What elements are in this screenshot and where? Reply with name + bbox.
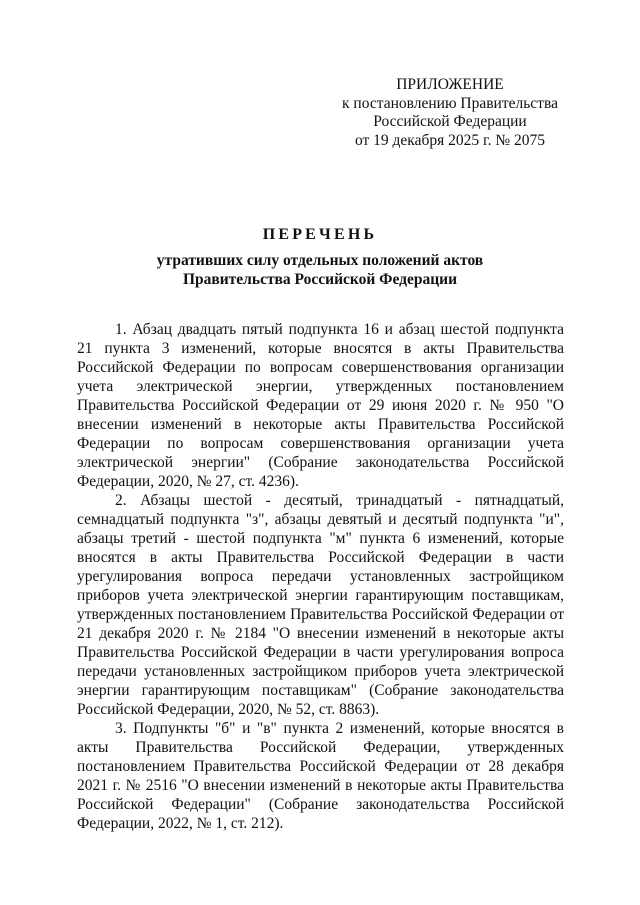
appendix-date-number: от 19 декабря 2025 г. № 2075 (354, 131, 546, 149)
appendix-country: Российской Федерации (373, 113, 527, 130)
appendix-header (330, 76, 570, 150)
document-subtitle (0, 251, 640, 289)
paragraph-2: 2. Абзацы шестой - десятый, тринадцатый - пятнадцатый, семнадцатый подпункта "з", абзацы девятый и десятый подпункта "и", абзацы третий - шестой подпункта "м" пункта 6 изменений, которые вносятся в акты Правительства Российской Федерации в части урегулирования вопроса передачи установленных застройщиком приборов учета электрической энергии гарантирующим поставщикам, утвержденных постановлением Правительства Российской Федерации от 21 декабря 2020 г. № 2184 "О внесении изменений в некоторые акты Правительства Российской Федерации в части урегулирования вопроса передачи установленных застройщиком приборов учета электрической энергии гарантирующим поставщикам" (Собрание законодательства Российской Федерации, 2020, № 52, ст. 8863). (77, 492, 564, 718)
paragraph-3: 3. Подпункты "б" и "в" пункта 2 изменений, которые вносятся в акты Правительства Российской Федерации, утвержденных постановлением Правительства Российской Федерации от 28 декабря 2021 г. № 2516 "О внесении изменений в некоторые акты Правительства Российской Федерации" (Собрание законодательства Российской Федерации, 2022, № 1, ст. 212). (77, 720, 564, 832)
document-body (77, 320, 564, 833)
document-title: ПЕРЕЧЕНЬ (262, 226, 378, 243)
appendix-resolution: к постановлению Правительства (342, 94, 558, 112)
paragraph-1: 1. Абзац двадцать пятый подпункта 16 и абзац шестой подпункта 21 пункта 3 изменений, которые вносятся в акты Правительства Российской Федерации по вопросам совершенствования организации учета электрической энергии, утвержденных постановлением Правительства Российской Федерации от 29 июня 2020 г. № 950 "О внесении изменений в некоторые акты Правительства Российской Федерации по вопросам совершенствования организации учета электрической энергии" (Собрание законодательства Российской Федерации, 2020, № 27, ст. 4236). (77, 321, 564, 490)
appendix-label: ПРИЛОЖЕНИЕ (396, 76, 504, 93)
subtitle-line-1: утративших силу отдельных положений актов (156, 252, 484, 269)
subtitle-line-2: Правительства Российской Федерации (182, 271, 458, 288)
